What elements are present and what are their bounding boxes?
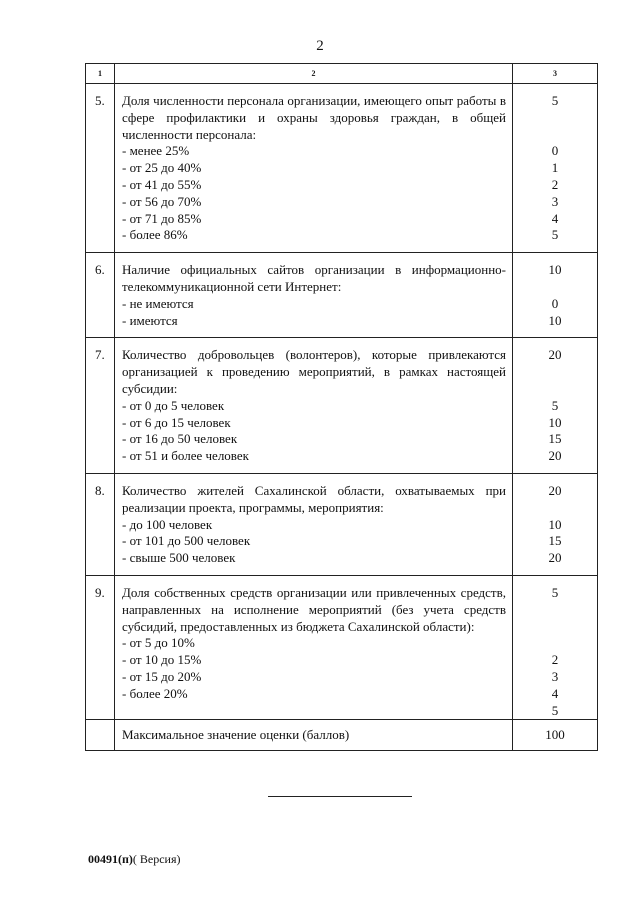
option-points: 10 — [548, 312, 562, 328]
option-points: 20 — [548, 448, 562, 464]
option-points: 2 — [551, 652, 559, 668]
option-points: 0 — [551, 143, 559, 159]
max-points: 5 — [551, 584, 559, 600]
criterion-text — [115, 338, 513, 474]
criterion-text — [115, 575, 513, 719]
option-points: 3 — [551, 193, 559, 209]
option-label: - более 20% — [122, 685, 188, 701]
option-label: - до 100 человек — [122, 516, 213, 532]
criterion-title: Доля собственных средств организации или привлеченных средств, направленных на исполнение мероприятий (без учета средств субсидий, предоставленных из бюджета Сахалинской области): — [122, 584, 506, 634]
option-label: - от 101 до 500 человек — [122, 533, 251, 549]
total-value: 100 — [513, 720, 598, 751]
option-points: 5 — [551, 227, 559, 243]
table-row — [86, 473, 598, 575]
criterion-text — [115, 84, 513, 253]
header-cell: 1 — [86, 64, 115, 84]
option-label: - от 15 до 20% — [122, 668, 202, 684]
option-label: - от 0 до 5 человек — [122, 397, 225, 413]
table-header-row — [86, 64, 598, 84]
option-label: - от 10 до 15% — [122, 652, 202, 668]
option-label: - менее 25% — [122, 143, 190, 159]
option-points: 15 — [548, 431, 562, 447]
max-points: 5 — [551, 93, 559, 108]
option-points: 3 — [551, 668, 559, 684]
option-label: - от 5 до 10% — [122, 635, 195, 651]
option-points: 5 — [551, 397, 559, 413]
total-row — [86, 720, 598, 751]
option-label: - от 56 до 70% — [122, 193, 202, 209]
criterion-number: 9. — [86, 575, 115, 719]
option-label: - от 51 и более человек — [122, 448, 249, 464]
criterion-points — [513, 473, 598, 575]
max-points: 20 — [548, 482, 562, 498]
criterion-title: Количество жителей Сахалинской области, охватываемых при реализации проекта, программы, мероприятия: — [122, 482, 506, 515]
criterion-points — [513, 253, 598, 338]
criterion-text — [115, 473, 513, 575]
option-label: - от 25 до 40% — [122, 160, 202, 176]
option-label: - от 6 до 15 человек — [122, 414, 231, 430]
header-cell: 3 — [513, 64, 598, 84]
criteria-table — [85, 63, 598, 751]
option-points: 0 — [551, 295, 559, 311]
end-rule — [268, 796, 412, 797]
header-cell: 2 — [115, 64, 513, 84]
option-points: 4 — [551, 210, 559, 226]
max-points: 10 — [548, 262, 562, 278]
criterion-title: Доля численности персонала организации, имеющего опыт работы в сфере профилактики и охраны здоровья граждан, в общей численности персонала: — [122, 93, 506, 142]
table-row — [86, 84, 598, 253]
document-version: ( Версия) — [132, 852, 181, 866]
criterion-title: Наличие официальных сайтов организации в информационно-телекоммуникационной сети Интернет: — [122, 262, 506, 294]
option-points: 20 — [548, 550, 562, 566]
option-label: - более 86% — [122, 227, 188, 243]
criterion-text — [115, 253, 513, 338]
max-points: 20 — [548, 347, 562, 363]
option-points: 2 — [551, 176, 559, 192]
total-label: Максимальное значение оценки (баллов) — [115, 720, 513, 751]
table-row — [86, 575, 598, 719]
criterion-points — [513, 84, 598, 253]
table-row — [86, 253, 598, 338]
table-row — [86, 338, 598, 474]
option-points: 10 — [548, 414, 562, 430]
total-number-cell — [86, 720, 115, 751]
option-points: 10 — [548, 516, 562, 532]
option-label: - не имеются — [122, 295, 194, 311]
option-label: - от 41 до 55% — [122, 176, 202, 192]
criterion-number: 6. — [86, 253, 115, 338]
criterion-number: 7. — [86, 338, 115, 474]
criterion-points — [513, 338, 598, 474]
criterion-title: Количество добровольцев (волонтеров), которые привлекаются организацией к проведению мероприятий, в рамках настоящей субсидии: — [122, 347, 506, 396]
document-footer — [88, 852, 181, 867]
document-code: 00491(п) — [88, 852, 133, 866]
criterion-points — [513, 575, 598, 719]
option-label: - свыше 500 человек — [122, 550, 236, 566]
option-points: 15 — [548, 533, 562, 549]
option-label: - имеются — [122, 312, 178, 328]
option-points: 4 — [551, 685, 559, 701]
option-points: 5 — [551, 702, 559, 718]
criterion-number: 8. — [86, 473, 115, 575]
criterion-number: 5. — [86, 84, 115, 253]
page-number: 2 — [316, 38, 324, 54]
option-label: - от 71 до 85% — [122, 210, 202, 226]
option-label: - от 16 до 50 человек — [122, 431, 238, 447]
option-points: 1 — [551, 160, 559, 176]
